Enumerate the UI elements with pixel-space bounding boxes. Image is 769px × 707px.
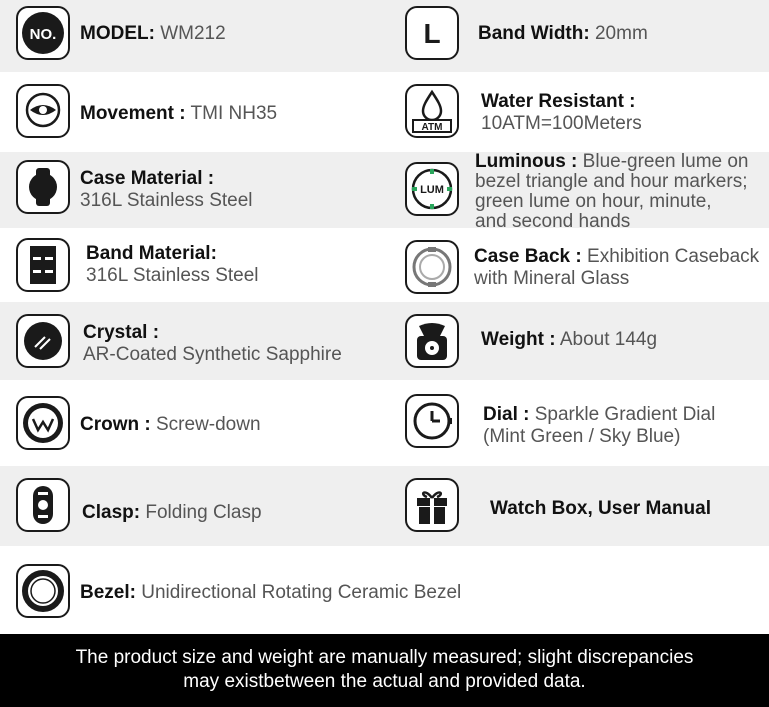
svg-text:NO.: NO. <box>29 26 57 43</box>
weight-spec: Weight : About 144g <box>481 329 658 350</box>
case-back-spec: Case Back : Exhibition Caseback with Mineral Glass <box>474 246 760 289</box>
clasp-spec: Clasp: Folding Clasp <box>82 502 262 523</box>
water-drop-icon <box>405 84 459 138</box>
band-material-spec: Band Material: 316L Stainless Steel <box>86 243 259 286</box>
model-number-icon <box>16 6 70 60</box>
crystal-icon <box>16 314 70 368</box>
box-spec: Watch Box, User Manual <box>490 498 712 519</box>
crown-icon <box>16 396 70 450</box>
case-icon <box>16 160 70 214</box>
movement-icon <box>16 84 70 138</box>
crystal-spec: Crystal : AR-Coated Synthetic Sapphire <box>83 322 342 365</box>
spec-row-3 <box>0 151 769 232</box>
spec-row-5 <box>0 302 769 380</box>
dial-spec: Dial : Sparkle Gradient Dial (Mint Green / Sky Blue) <box>483 404 716 447</box>
clock-icon <box>405 394 459 448</box>
clasp-icon <box>16 478 70 532</box>
luminous-spec: Luminous : Blue-green lume on bezel triangle and hour markers; green lume on hour, minute, and second hands <box>475 151 749 232</box>
case-material-spec: Case Material : 316L Stainless Steel <box>80 168 253 211</box>
water-resistant-spec: Water Resistant : 10ATM=100Meters <box>481 91 642 134</box>
svg-text:ATM: ATM <box>421 122 443 133</box>
spec-row-7 <box>0 466 769 546</box>
disclaimer-line-1: The product size and weight are manually measured; slight discrepancies <box>75 647 694 668</box>
model-spec: MODEL: WM212 <box>80 23 226 44</box>
bezel-icon <box>16 564 70 618</box>
svg-text:LUM: LUM <box>420 184 444 196</box>
caseback-icon <box>405 240 459 294</box>
bezel-spec: Bezel: Unidirectional Rotating Ceramic Bezel <box>80 582 462 603</box>
crown-spec: Crown : Screw-down <box>80 414 261 435</box>
spec-row-4 <box>0 228 769 302</box>
band-width-spec: Band Width: 20mm <box>478 23 648 44</box>
disclaimer-footer <box>0 634 769 707</box>
band-width-icon <box>405 6 459 60</box>
movement-spec: Movement : TMI NH35 <box>80 103 278 124</box>
bracelet-icon <box>16 238 70 292</box>
scale-icon <box>405 314 459 368</box>
disclaimer-line-2: may existbetween the actual and provided data. <box>183 671 586 692</box>
spec-row-6 <box>0 380 769 466</box>
spec-row-2 <box>0 72 769 152</box>
spec-row-1 <box>0 0 769 72</box>
svg-text:L: L <box>423 18 441 49</box>
lume-icon <box>405 162 459 216</box>
gift-box-icon <box>405 478 459 532</box>
spec-row-8 <box>0 546 769 634</box>
